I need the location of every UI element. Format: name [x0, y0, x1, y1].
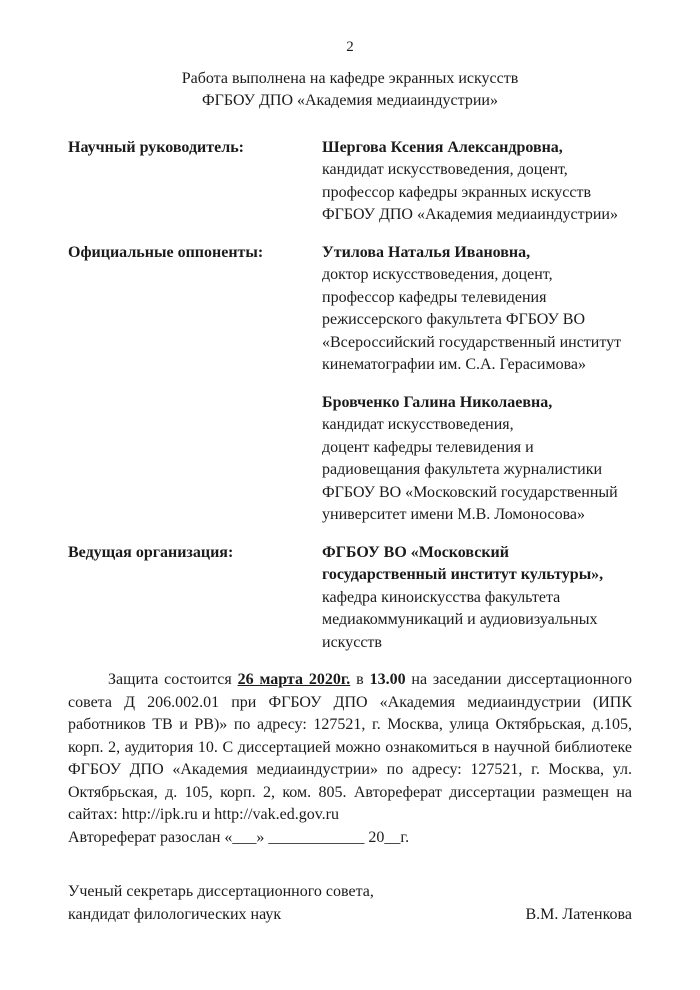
row-value-line: кинематографии им. С.А. Герасимова» [322, 356, 587, 373]
secretary-degree: кандидат филологических наук [68, 905, 282, 923]
page-number: 2 [346, 39, 354, 55]
secretary-title-line: Ученый секретарь диссертационного совета, [68, 883, 374, 900]
row-label [68, 392, 322, 527]
defense-segment: Защита состоится [108, 671, 238, 688]
row-value [322, 392, 632, 527]
row-label: Научный руководитель: [68, 138, 244, 156]
row-value-line: кандидат искусствоведения, [322, 416, 514, 433]
info-row [68, 392, 632, 527]
row-value-line: «Всероссийский государственный институт [322, 333, 622, 351]
row-value [322, 242, 632, 377]
defense-segment: в [350, 671, 370, 688]
row-value-line: ФГБОУ ВО «Московский государственный [322, 483, 618, 501]
row-value-line: кафедра киноискусства факультета [322, 588, 561, 606]
info-row [68, 137, 632, 227]
row-value-line: кандидат искусствоведения, доцент, [322, 161, 568, 178]
row-value-line: университет имени М.В. Ломоносова» [322, 506, 586, 523]
row-value-line: Шергова Ксения Александровна, [322, 138, 563, 156]
secretary-signature-row [68, 904, 632, 927]
abstract-sent-line: Автореферат разослан «___» ____________ 20__г. [68, 828, 410, 846]
defense-segment: на заседании диссертационного совета Д 206.002.01 при ФГБОУ ДПО «Академия медиаиндустрии (ИПК работников ТВ и РВ)» по адресу: 127521, г. Москва, улица Октябрьская, д.105, корп. 2, аудитория 10. С диссертацией можно ознакомиться в научной библиотеке ФГБОУ ДПО «Академия медиаиндустрии» по адресу: 127521, г. Москва, ул. Октябрьская, д. 105, корп. 2, ком. 805. Автореферат диссертации размещен на сайтах: http://ipk.ru и http://vak.ed.gov.ru [68, 671, 633, 823]
row-label: Ведущая организация: [68, 543, 234, 561]
row-value-line: государственный институт культуры», [322, 566, 604, 583]
header-line-2: ФГБОУ ДПО «Академия медиаиндустрии» [202, 92, 498, 109]
row-value-line: Утилова Наталья Ивановна, [322, 243, 531, 261]
row-value-line: режиссерского факультета ФГБОУ ВО [322, 311, 585, 328]
header-line-1: Работа выполнена на кафедре экранных искусств [181, 69, 519, 87]
defense-segment: 26 марта 2020г. [237, 671, 351, 688]
row-value-line: профессор кафедры экранных искусств [322, 183, 591, 201]
row-value-line: ФГБОУ ВО «Московский [322, 543, 509, 561]
info-row [68, 542, 632, 655]
row-label: Официальные оппоненты: [68, 243, 264, 261]
work-place-header [68, 68, 632, 113]
defense-paragraph [68, 669, 632, 827]
row-value-line: профессор кафедры телевидения [322, 288, 547, 306]
row-value [322, 137, 632, 227]
info-rows [68, 137, 632, 655]
row-value-line: медиакоммуникаций и аудиовизуальных [322, 611, 598, 628]
footer [68, 881, 632, 926]
row-value-line: радиовещания факультета журналистики [322, 461, 603, 478]
row-value-line: доцент кафедры телевидения и [322, 438, 534, 456]
info-row [68, 242, 632, 377]
row-value-line: искусств [322, 633, 382, 651]
row-value-line: доктор искусствоведения, доцент, [322, 266, 553, 283]
row-value-line: ФГБОУ ДПО «Академия медиаиндустрии» [322, 206, 618, 223]
row-value [322, 542, 632, 655]
defense-segment: 13.00 [369, 671, 406, 688]
row-value-line: Бровченко Галина Николаевна, [322, 393, 553, 411]
secretary-name: В.М. Латенкова [525, 905, 632, 923]
